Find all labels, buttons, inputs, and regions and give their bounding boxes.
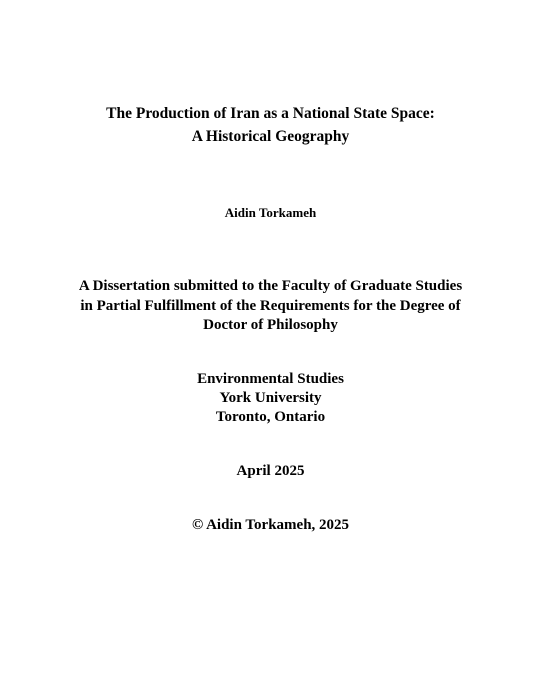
dissertation-title-line-1: The Production of Iran as a National State Space: (106, 105, 435, 122)
copyright-notice: © Aidin Torkameh, 2025 (191, 517, 350, 533)
submission-date: April 2025 (236, 463, 305, 479)
submission-statement-line-1: A Dissertation submitted to the Faculty of Graduate Studies (78, 278, 463, 294)
university-location: Toronto, Ontario (215, 409, 326, 425)
submission-statement-line-2: in Partial Fulfillment of the Requirements for the Degree of (80, 298, 461, 314)
program-name: Environmental Studies (197, 371, 344, 387)
dissertation-title-line-2: A Historical Geography (191, 128, 350, 145)
degree-name: Doctor of Philosophy (203, 317, 338, 333)
author-name: Aidin Torkameh (224, 205, 317, 220)
university-name: York University (219, 390, 322, 406)
